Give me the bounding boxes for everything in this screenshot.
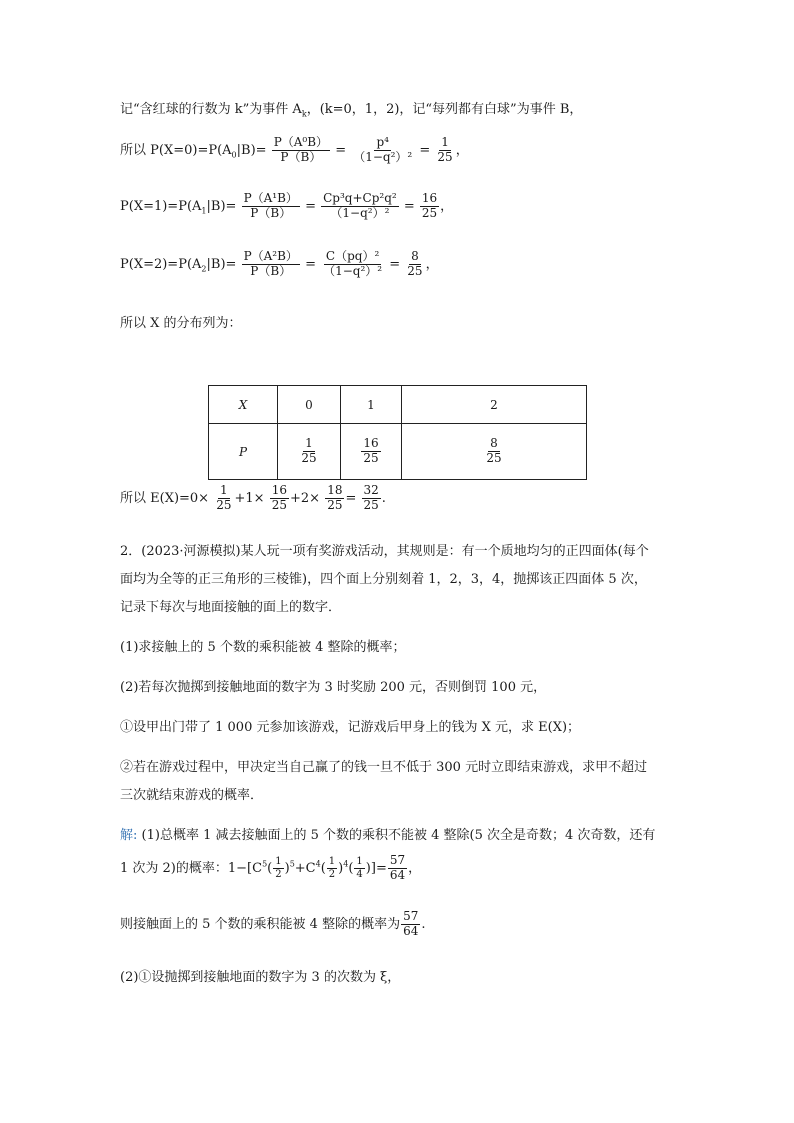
expectation-formula: 所以 E(X)=0× $\frac{1}{25}$ +1× $\frac{16}{25}$ +2× $\frac{18}{25}$ = $\frac{32}{25}$ . xyxy=(120,483,386,512)
question-2b-line1: ②若在游戏过程中，甲决定当自己赢了的钱一旦不低于 300 元时立即结束游戏，求甲不超过 xyxy=(120,760,648,775)
table-row-label: P xyxy=(209,424,278,480)
table-cell-p2: $\frac{8}{25}$ xyxy=(402,424,587,480)
solution-label: 解: xyxy=(120,828,138,843)
distribution-table xyxy=(208,385,587,480)
question-2a: ①设甲出门带了 1 000 元参加该游戏，记游戏后甲身上的钱为 X 元，求 E(X)； xyxy=(120,720,581,735)
table-cell-p0: $\frac{1}{25}$ xyxy=(278,424,341,480)
px1-formula: $P(X=1)=P(A_1|B)=$ $\frac{\text{P（A¹B）}}{P(B)}$ = $\frac{\text{Cp³q+Cp²q²}}{\text{（1−q²）²}}$ = $\frac{16}{25}$ ， xyxy=(120,191,454,220)
table-header-x: X xyxy=(209,386,278,424)
problem2-line1: 2．(2023·河源模拟)某人玩一项有奖游戏活动，其规则是：有一个质地均匀的正四面体(每个 xyxy=(120,544,649,559)
problem2-line3: 记录下每次与地面接触的面上的数字． xyxy=(120,600,342,615)
solution-line1: 解: (1)总概率 1 减去接触面上的 5 个数的乘积不能被 4 整除(5 次全是奇数；4 次奇数，还有 xyxy=(120,828,656,843)
question-2b-line2: 三次就结束游戏的概率． xyxy=(120,788,264,803)
problem2-line2: 面均为全等的正三角形的三棱锥)，四个面上分别刻着 1，2，3，4，抛掷该正四面体 5 次， xyxy=(120,572,647,587)
table-header-1: 1 xyxy=(341,386,402,424)
solution-line3: 则接触面上的 5 个数的乘积能被 4 整除的概率为 $\frac{57}{64}$ . xyxy=(120,909,426,938)
px2-formula: $P(X=2)=P(A_2|B)=$ $\frac{\text{P（A²B）}}{P(B)}$ = $\frac{\text{C（pq）²}}{\text{（1−q²）²}}$ = $\frac{8}{25}$ ， xyxy=(120,249,439,278)
event-definition: 记“含红球的行数为 k”为事件 $A_k$，(k=0，1，2)，记“每列都有白球”为事件 B， xyxy=(120,102,583,119)
solution-line4: (2)①设抛掷到接触地面的数字为 3 的次数为 ξ， xyxy=(120,970,401,985)
table-cell-p1: $\frac{16}{25}$ xyxy=(341,424,402,480)
table-header-2: 2 xyxy=(402,386,587,424)
solution-line2: 1 次为 2)的概率：$1-[C^5$( $\frac{1}{2}$ )$^5+C^4$( $\frac{1}{2}$ )$^4$( $\frac{1}{4}$ )]= $\frac{57}{64}$ ， xyxy=(120,853,422,882)
distribution-intro: 所以 X 的分布列为： xyxy=(120,316,242,331)
px0-formula: 所以 $P(X=0)=P(A_0|B)=$ $\frac{\text{P（A⁰B）}}{P(B)}$ = $\frac{\text{p⁴}}{\text{（1−q²）²}}$ = $\frac{1}{25}$ ， xyxy=(120,135,469,164)
question-1: (1)求接触上的 5 个数的乘积能被 4 整除的概率； xyxy=(120,640,406,655)
question-2: (2)若每次抛掷到接触地面的数字为 3 时奖励 200 元，否则倒罚 100 元， xyxy=(120,680,547,695)
table-header-0: 0 xyxy=(278,386,341,424)
